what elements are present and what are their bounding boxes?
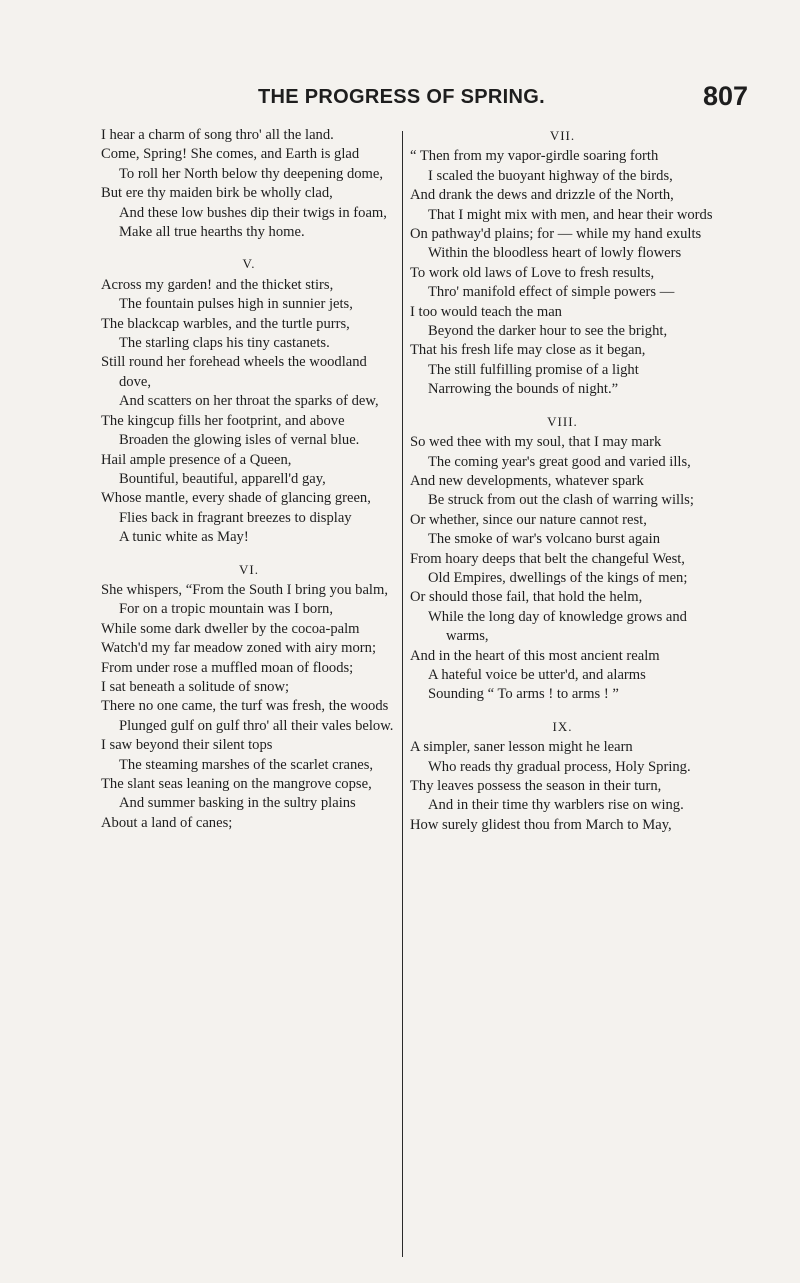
- stanza: [410, 738, 715, 835]
- poem-line: Within the bloodless heart of lowly flowers: [428, 245, 682, 262]
- poem-line: So wed thee with my soul, that I may mark: [410, 434, 662, 451]
- poem-line: To roll her North below thy deepening dome,: [119, 165, 384, 182]
- poem-line: Broaden the glowing isles of vernal blue.: [119, 432, 360, 449]
- poem-line: The steaming marshes of the scarlet cranes,: [119, 756, 374, 773]
- stanza: [101, 126, 397, 242]
- poem-line: And these low bushes dip their twigs in foam,: [119, 204, 387, 221]
- poem-line: Thy leaves possess the season in their turn,: [410, 778, 662, 794]
- stanza: [101, 581, 397, 833]
- poem-line: But ere thy maiden birk be wholly clad,: [101, 185, 333, 202]
- poem-line: A tunic white as May!: [119, 529, 249, 546]
- poem-line: Or should those fail, that hold the helm,: [410, 589, 643, 606]
- poem-line: I sat beneath a solitude of snow;: [101, 678, 290, 695]
- poem-line: For on a tropic mountain was I born,: [119, 601, 334, 618]
- poem-line: How surely glidest thou from March to May,: [410, 816, 672, 833]
- column-divider: [402, 131, 403, 1257]
- poem-line: And summer basking in the sultry plains: [119, 795, 356, 812]
- poem-line: About a land of canes;: [101, 814, 233, 831]
- poem-line: While some dark dweller by the cocoa-palm: [101, 620, 360, 637]
- poem-line: And drank the dews and drizzle of the North,: [410, 187, 674, 204]
- poem-line: And new developments, whatever spark: [410, 472, 644, 489]
- poem-line: Or whether, since our nature cannot rest,: [410, 511, 647, 528]
- poem-line: The coming year's great good and varied ills,: [428, 453, 691, 470]
- poem-line: Flies back in fragrant breezes to display: [119, 509, 352, 526]
- poem-line: Still round her forehead wheels the woodland dove,: [101, 354, 367, 390]
- poem-line: The fountain pulses high in sunnier jets,: [119, 296, 353, 313]
- poem-line: Sounding “ To arms ! to arms ! ”: [428, 686, 619, 703]
- left-column: [101, 126, 397, 833]
- poem-line: To work old laws of Love to fresh results,: [410, 264, 655, 281]
- stanza-number: V.: [242, 256, 256, 272]
- poem-line: The starling claps his tiny castanets.: [119, 335, 330, 352]
- stanza-number: VI.: [239, 561, 259, 577]
- poem-line: Who reads thy gradual process, Holy Spring.: [428, 758, 691, 775]
- poem-line: Hail ample presence of a Queen,: [101, 451, 292, 468]
- running-header: [0, 81, 800, 120]
- poem-line: Watch'd my far meadow zoned with airy morn;: [101, 640, 377, 657]
- poem-line: I scaled the buoyant highway of the birds,: [428, 167, 673, 184]
- stanza: [410, 433, 715, 705]
- poem-line: On pathway'd plains; for — while my hand exults: [410, 226, 702, 243]
- page-number: 807: [703, 81, 749, 111]
- poem-line: A simpler, saner lesson might he learn: [410, 739, 633, 756]
- stanza-number: VIII.: [547, 413, 578, 429]
- stanza: [101, 276, 397, 548]
- poem-line: Old Empires, dwellings of the kings of men;: [428, 569, 688, 586]
- poem-line: I saw beyond their silent tops: [101, 737, 273, 754]
- poem-line: And in the heart of this most ancient realm: [410, 647, 660, 664]
- poem-line: Make all true hearths thy home.: [119, 224, 305, 241]
- poem-line: That I might mix with men, and hear their words: [428, 206, 713, 223]
- poem-line: From under rose a muffled moan of floods;: [101, 659, 354, 676]
- poem-line: And in their time thy warblers rise on wing.: [428, 797, 684, 814]
- poem-line: Beyond the darker hour to see the bright,: [428, 323, 668, 340]
- poem-line: “ Then from my vapor-girdle soaring forth: [410, 148, 659, 165]
- poem-line: The slant seas leaning on the mangrove copse,: [101, 776, 372, 792]
- poem-line: There no one came, the turf was fresh, the woods: [101, 698, 389, 715]
- poem-line: The still fulfilling promise of a light: [428, 361, 639, 378]
- poem-line: A hateful voice be utter'd, and alarms: [428, 666, 646, 683]
- poem-line: I too would teach the man: [410, 303, 562, 320]
- right-column: [410, 126, 715, 835]
- poem-line: The blackcap warbles, and the turtle purrs,: [101, 315, 350, 332]
- stanza: [410, 147, 715, 399]
- poem-line: Across my garden! and the thicket stirs,: [101, 276, 334, 293]
- poem-line: She whispers, “From the South I bring you balm,: [101, 581, 388, 598]
- poem-line: Bountiful, beautiful, apparell'd gay,: [119, 470, 326, 487]
- poem-line: The kingcup fills her footprint, and above: [101, 412, 345, 429]
- poem-line: Be struck from out the clash of warring wills;: [428, 492, 694, 509]
- poem-line: Thro' manifold effect of simple powers —: [428, 284, 675, 301]
- running-title: THE PROGRESS OF SPRING.: [258, 86, 545, 108]
- poem-line: Narrowing the bounds of night.”: [428, 381, 619, 398]
- poem-line: From hoary deeps that belt the changeful West,: [410, 550, 685, 567]
- poem-line: Plunged gulf on gulf thro' all their vales below.: [119, 717, 394, 734]
- poem-line: Come, Spring! She comes, and Earth is glad: [101, 146, 360, 163]
- poem-line: While the long day of knowledge grows and warms,: [428, 608, 687, 645]
- stanza-number: VII.: [549, 128, 576, 143]
- stanza-number: IX.: [552, 718, 573, 734]
- poem-line: That his fresh life may close as it began,: [410, 342, 646, 359]
- poem-line: Whose mantle, every shade of glancing green,: [101, 490, 371, 507]
- poem-line: And scatters on her throat the sparks of dew,: [119, 393, 379, 410]
- poem-line: The smoke of war's volcano burst again: [428, 531, 661, 548]
- poem-line: I hear a charm of song thro' all the land.: [101, 127, 334, 143]
